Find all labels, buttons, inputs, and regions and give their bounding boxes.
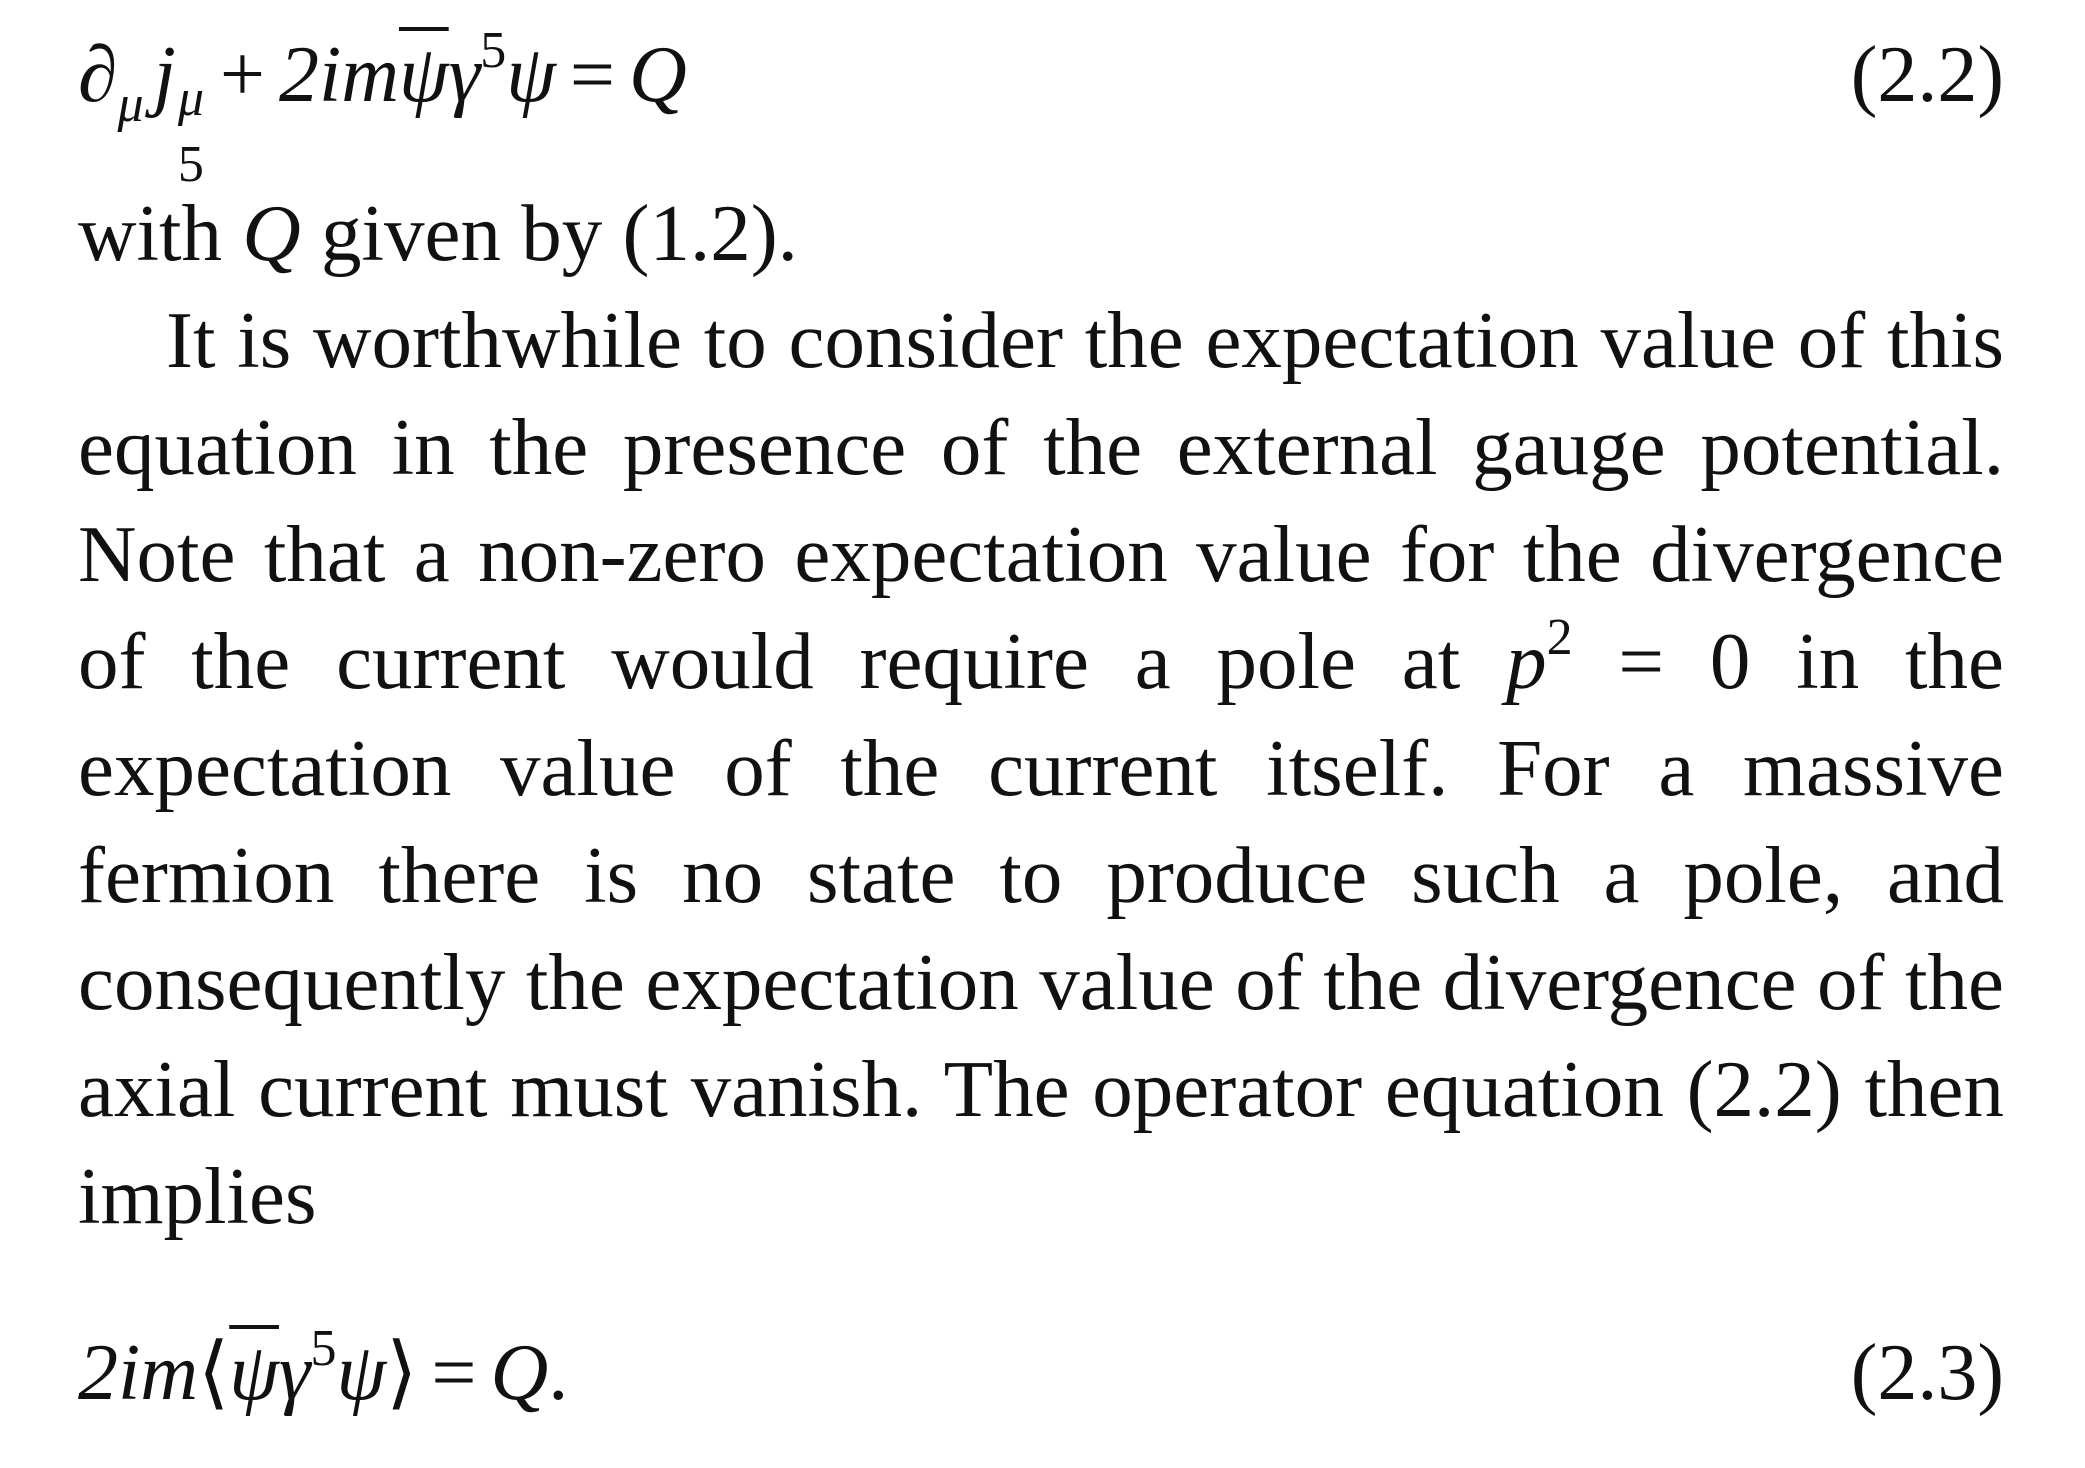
left-angle-bracket: ⟨ xyxy=(198,1329,230,1417)
psi: ψ xyxy=(336,1329,387,1417)
gamma-superscript: 5 xyxy=(480,22,507,79)
current-superscript: μ xyxy=(177,70,204,127)
p-variable: p xyxy=(1506,616,1547,706)
body-text xyxy=(78,180,2004,1250)
equation-2-3 xyxy=(78,1318,2004,1428)
equation-number-2-3: (2.3) xyxy=(1850,1329,2004,1417)
gamma: γ xyxy=(278,1329,311,1417)
line1-post: given by (1.2). xyxy=(300,188,798,278)
current-j: j xyxy=(153,31,176,119)
partial-symbol: ∂ xyxy=(78,31,118,119)
p-superscript: 2 xyxy=(1546,609,1573,666)
psi: ψ xyxy=(506,31,556,119)
partial-subscript: μ xyxy=(117,76,144,133)
paragraph-1 xyxy=(78,180,2004,287)
current-subscript: 5 xyxy=(177,136,204,193)
right-angle-bracket: ⟩ xyxy=(386,1329,418,1417)
equals-operator: = xyxy=(431,1329,477,1417)
paragraph-2 xyxy=(78,287,2004,1250)
paper-page xyxy=(78,0,2004,1468)
gamma: γ xyxy=(448,31,481,119)
line1-Q: Q xyxy=(242,188,301,278)
psi-bar: $\overline{\psi}$ xyxy=(229,1329,279,1417)
rhs-Q: Q xyxy=(629,31,687,119)
paragraph-2-part-b: = 0 in the expectation value of the current itself. For a massive fermion there is no state to produce such a pole, and consequently the expectation value of the divergence of the axial current must vanish. The operator equation (2.2) then implies xyxy=(78,616,2004,1241)
paragraph-2-part-a: It is worthwhile to consider the expectation value of this equation in the presence of the external gauge potential. Note that a non-zero expectation value for the divergence of the current would require a pole at xyxy=(78,295,2004,706)
equation-2-2 xyxy=(78,20,2004,193)
rhs-Q: Q xyxy=(490,1329,549,1417)
equals-operator: = xyxy=(569,31,616,119)
coefficient: 2im xyxy=(279,31,399,119)
equation-number-2-2: (2.2) xyxy=(1850,31,2004,119)
period: . xyxy=(548,1329,569,1417)
equation-2-3-expression xyxy=(78,1318,568,1428)
line1-pre: with xyxy=(78,188,243,278)
gamma-superscript: 5 xyxy=(310,1320,337,1377)
coefficient: 2im xyxy=(78,1329,198,1417)
equation-2-2-expression xyxy=(78,20,687,193)
psi-bar: $\overline{\psi}$ xyxy=(399,31,449,119)
plus-operator: + xyxy=(219,31,265,119)
